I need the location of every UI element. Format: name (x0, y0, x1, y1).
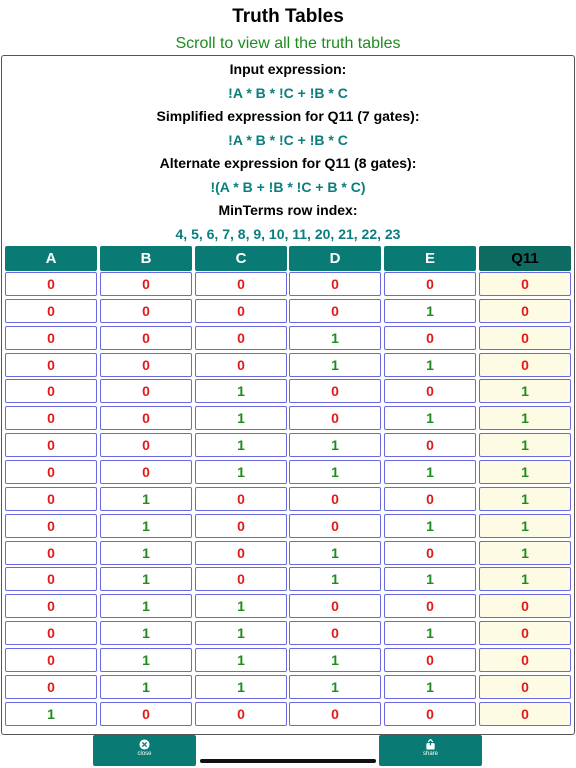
cell-e: 0 (384, 648, 476, 672)
cell-d: 1 (289, 567, 381, 591)
cell-d: 0 (289, 379, 381, 403)
cell-c: 1 (195, 675, 287, 699)
table-row (5, 702, 572, 727)
cell-a: 1 (5, 702, 97, 726)
minterms-label: MinTerms row index: (218, 202, 358, 218)
share-button[interactable] (379, 735, 482, 766)
input-expression-label: Input expression: (229, 61, 347, 77)
cell-d: 1 (289, 541, 381, 565)
cell-q11: 0 (479, 326, 571, 350)
cell-e: 0 (384, 487, 476, 511)
cell-e: 1 (384, 675, 476, 699)
cell-d: 1 (289, 648, 381, 672)
cell-d: 0 (289, 272, 381, 296)
table-row (5, 460, 572, 485)
cell-e: 0 (384, 702, 476, 726)
table-row (5, 406, 572, 431)
cell-e: 0 (384, 379, 476, 403)
cell-q11: 1 (479, 567, 571, 591)
cell-d: 1 (289, 460, 381, 484)
cell-a: 0 (5, 353, 97, 377)
table-row (5, 272, 572, 297)
cell-b: 1 (100, 541, 192, 565)
cell-b: 0 (100, 406, 192, 430)
cell-d: 1 (289, 353, 381, 377)
table-row (5, 433, 572, 458)
share-button-label: share (422, 751, 438, 757)
cell-e: 1 (384, 299, 476, 323)
cell-e: 0 (384, 594, 476, 618)
cell-c: 0 (195, 299, 287, 323)
cell-b: 1 (100, 621, 192, 645)
cell-c: 1 (195, 406, 287, 430)
cell-q11: 0 (479, 621, 571, 645)
cell-q11: 1 (479, 514, 571, 538)
table-row (5, 621, 572, 646)
home-indicator[interactable] (200, 759, 376, 763)
cell-b: 0 (100, 353, 192, 377)
cell-q11: 0 (479, 702, 571, 726)
cell-b: 1 (100, 487, 192, 511)
cell-b: 0 (100, 299, 192, 323)
cell-b: 1 (100, 514, 192, 538)
cell-a: 0 (5, 433, 97, 457)
cell-c: 1 (195, 460, 287, 484)
close-button[interactable] (93, 735, 196, 766)
cell-e: 1 (384, 567, 476, 591)
cell-c: 0 (195, 326, 287, 350)
page-subtitle: Scroll to view all the truth tables (175, 35, 401, 52)
table-row (5, 326, 572, 351)
cell-a: 0 (5, 541, 97, 565)
page-title: Truth Tables (232, 6, 344, 27)
cell-b: 0 (100, 326, 192, 350)
cell-e: 0 (384, 433, 476, 457)
table-row (5, 675, 572, 700)
column-header-c: C (195, 246, 287, 271)
cell-d: 1 (289, 326, 381, 350)
column-header-a: A (5, 246, 97, 271)
cell-c: 0 (195, 272, 287, 296)
cell-a: 0 (5, 594, 97, 618)
cell-b: 1 (100, 648, 192, 672)
alternate-expression-label: Alternate expression for Q11 (8 gates): (159, 155, 417, 171)
cell-c: 0 (195, 567, 287, 591)
cell-q11: 0 (479, 594, 571, 618)
cell-d: 0 (289, 299, 381, 323)
table-row (5, 353, 572, 378)
cell-a: 0 (5, 675, 97, 699)
cell-a: 0 (5, 272, 97, 296)
cell-e: 1 (384, 406, 476, 430)
cell-e: 0 (384, 541, 476, 565)
cell-d: 0 (289, 487, 381, 511)
table-row (5, 299, 572, 324)
cell-a: 0 (5, 487, 97, 511)
cell-e: 1 (384, 460, 476, 484)
input-expression-value: !A * B * !C + !B * C (228, 85, 348, 101)
cell-a: 0 (5, 567, 97, 591)
cell-b: 1 (100, 567, 192, 591)
table-row (5, 514, 572, 539)
cell-a: 0 (5, 460, 97, 484)
cell-d: 0 (289, 594, 381, 618)
cell-q11: 0 (479, 675, 571, 699)
cell-a: 0 (5, 621, 97, 645)
cell-a: 0 (5, 514, 97, 538)
cell-e: 1 (384, 621, 476, 645)
table-row (5, 648, 572, 673)
cell-q11: 1 (479, 460, 571, 484)
cell-c: 0 (195, 487, 287, 511)
table-row (5, 541, 572, 566)
cell-a: 0 (5, 379, 97, 403)
column-header-d: D (289, 246, 381, 271)
cell-d: 0 (289, 702, 381, 726)
cell-b: 0 (100, 460, 192, 484)
cell-b: 1 (100, 675, 192, 699)
cell-a: 0 (5, 299, 97, 323)
cell-q11: 0 (479, 272, 571, 296)
cell-c: 0 (195, 353, 287, 377)
cell-q11: 0 (479, 353, 571, 377)
cell-b: 0 (100, 272, 192, 296)
alternate-expression-value: !(A * B + !B * !C + B * C) (210, 179, 366, 195)
cell-q11: 1 (479, 487, 571, 511)
cell-c: 0 (195, 702, 287, 726)
cell-b: 1 (100, 594, 192, 618)
close-circle-icon (139, 739, 150, 750)
cell-a: 0 (5, 406, 97, 430)
table-row (5, 567, 572, 592)
cell-q11: 1 (479, 433, 571, 457)
close-button-label: close (137, 751, 152, 757)
cell-d: 0 (289, 406, 381, 430)
cell-e: 0 (384, 272, 476, 296)
cell-b: 0 (100, 702, 192, 726)
table-row (5, 379, 572, 404)
cell-d: 1 (289, 433, 381, 457)
cell-a: 0 (5, 326, 97, 350)
cell-c: 1 (195, 379, 287, 403)
cell-d: 1 (289, 675, 381, 699)
table-row (5, 594, 572, 619)
cell-q11: 1 (479, 541, 571, 565)
cell-c: 1 (195, 433, 287, 457)
share-icon (425, 739, 436, 750)
cell-q11: 0 (479, 299, 571, 323)
cell-e: 1 (384, 353, 476, 377)
cell-a: 0 (5, 648, 97, 672)
truth-table-panel[interactable] (1, 55, 575, 735)
minterms-value: 4, 5, 6, 7, 8, 9, 10, 11, 20, 21, 22, 23 (175, 226, 401, 242)
column-header-q11: Q11 (479, 246, 571, 271)
cell-q11: 1 (479, 406, 571, 430)
cell-c: 0 (195, 541, 287, 565)
cell-b: 0 (100, 433, 192, 457)
simplified-expression-value: !A * B * !C + !B * C (228, 132, 348, 148)
cell-d: 0 (289, 514, 381, 538)
cell-e: 1 (384, 514, 476, 538)
table-row (5, 487, 572, 512)
column-header-b: B (100, 246, 192, 271)
column-header-e: E (384, 246, 476, 271)
cell-b: 0 (100, 379, 192, 403)
cell-c: 1 (195, 648, 287, 672)
cell-e: 0 (384, 326, 476, 350)
cell-c: 1 (195, 594, 287, 618)
cell-c: 1 (195, 621, 287, 645)
simplified-expression-label: Simplified expression for Q11 (7 gates): (156, 108, 420, 124)
cell-q11: 0 (479, 648, 571, 672)
cell-c: 0 (195, 514, 287, 538)
table-header-row (5, 246, 572, 271)
cell-q11: 1 (479, 379, 571, 403)
cell-d: 0 (289, 621, 381, 645)
